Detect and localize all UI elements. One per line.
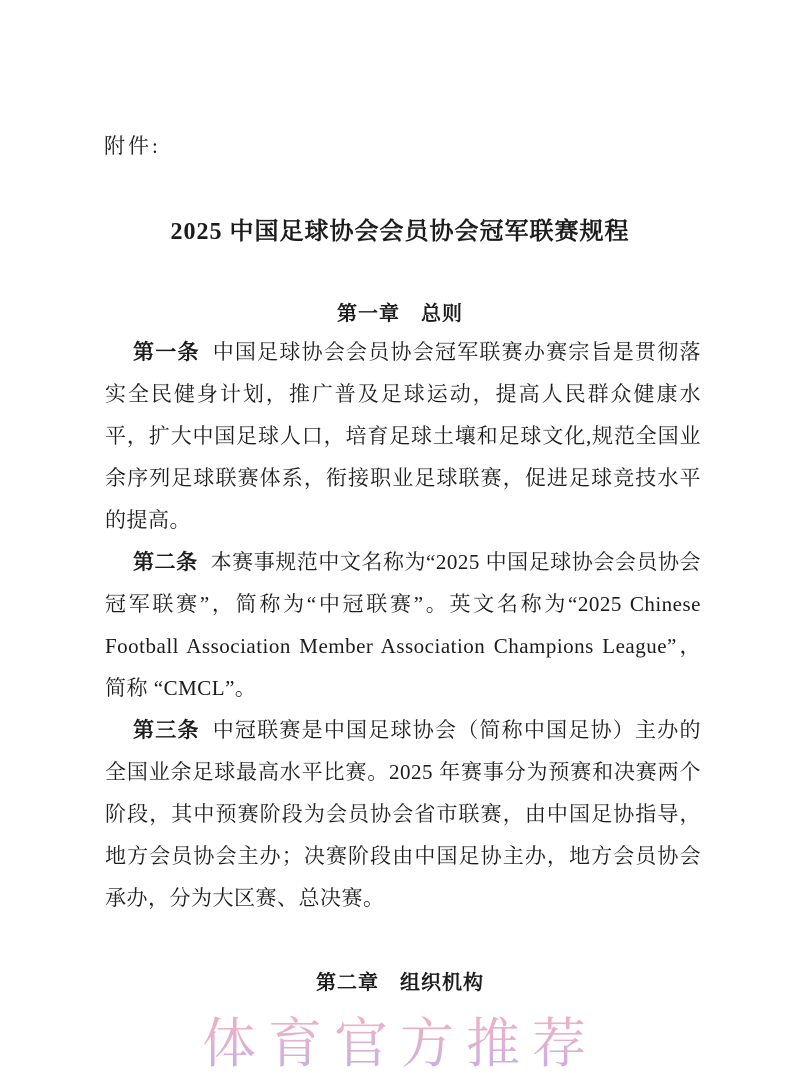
article-3	[105, 709, 701, 919]
article-1-text: 中国足球协会会员协会冠军联赛办赛宗旨是贯彻落实全民健身计划，推广普及足球运动，提高人民群众健康水平，扩大中国足球人口，培育足球土壤和足球文化,规范全国业余序列足球联赛体系，衔接职业足球联赛，促进足球竞技水平的提高。	[105, 340, 701, 532]
article-1-label: 第一条	[133, 340, 200, 364]
article-1	[105, 331, 701, 541]
article-3-label: 第三条	[133, 718, 200, 742]
article-2	[105, 541, 701, 709]
watermark-text: 体育官方推荐	[0, 1001, 800, 1078]
chapter-2-heading: 第二章 组织机构	[316, 972, 484, 994]
article-2-text: 本赛事规范中文名称为“2025 中国足球协会会员协会冠军联赛”，简称为“中冠联赛”。英文名称为“2025 Chinese Football Association Member Association Champions League”，简称 “CMCL”。	[105, 550, 701, 700]
attachment-label: 附件:	[104, 134, 161, 158]
article-2-label: 第二条	[133, 550, 198, 574]
article-3-text: 中冠联赛是中国足球协会（简称中国足协）主办的全国业余足球最高水平比赛。2025 年赛事分为预赛和决赛两个阶段，其中预赛阶段为会员协会省市联赛，由中国足协指导，地方会员协会主办；决赛阶段由中国足协主办，地方会员协会承办，分为大区赛、总决赛。	[105, 718, 701, 910]
document-title: 2025 中国足球协会会员协会冠军联赛规程	[170, 219, 630, 245]
document-body	[105, 331, 701, 919]
chapter-1-heading: 第一章 总则	[337, 303, 463, 325]
